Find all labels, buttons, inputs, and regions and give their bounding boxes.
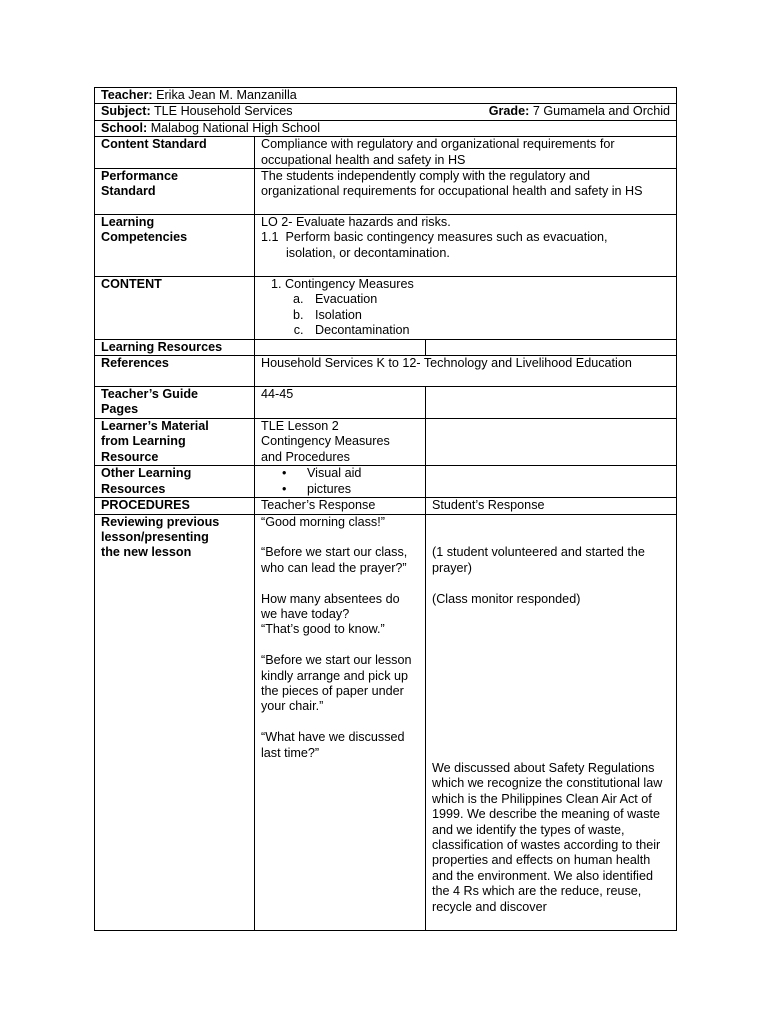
subject-row (95, 104, 677, 120)
content-sub-item: a. Evacuation (307, 292, 670, 307)
bullet-icon: • (282, 466, 287, 481)
learning-competencies-row (95, 215, 677, 277)
teacher-line: How many absentees do we have today? (261, 591, 400, 621)
content-standard-label: Content Standard (95, 137, 255, 169)
content-sub-item: b. Isolation (307, 308, 670, 323)
competency-item: 1.1 Perform basic contingency measures such as evacuation, (261, 230, 608, 245)
teachers-guide-empty (426, 387, 677, 419)
reviewing-row (95, 514, 677, 930)
subject-value: TLE Household Services (153, 104, 293, 119)
content-standard-text: Compliance with regulatory and organizational requirements for occupational health and safety in HS (255, 137, 677, 169)
other-resources-empty (426, 466, 677, 498)
learning-objective: LO 2- Evaluate hazards and risks. (261, 215, 451, 230)
teacher-response-header: Teacher’s Response (255, 498, 426, 514)
procedures-label: PROCEDURES (95, 498, 255, 514)
teacher-line: “Before we start our class, who can lead the prayer?” (261, 545, 408, 575)
learning-competencies-label: Learning Competencies (95, 215, 255, 277)
content-main-item: 1. Contingency Measures a. Evacuation b. Isolation c. Decontamination (285, 277, 670, 339)
student-response-cell (426, 514, 677, 930)
content-standard-row (95, 137, 677, 169)
learning-resources-teacher-cell (255, 339, 426, 355)
grade-value: 7 Gumamela and Orchid (532, 104, 671, 119)
teachers-guide-row (95, 387, 677, 419)
other-resources-list (255, 466, 426, 498)
teacher-line: “Before we start our lesson kindly arrange and pick up the pieces of paper under your chair.” (261, 653, 412, 714)
learning-resources-student-cell (426, 339, 677, 355)
teacher-cell (95, 88, 677, 104)
competency-item-cont: isolation, or decontamination. (286, 245, 450, 260)
learning-resources-label: Learning Resources (95, 339, 255, 355)
learners-material-empty (426, 418, 677, 465)
performance-standard-row (95, 169, 677, 215)
other-resources-row (95, 466, 677, 498)
teacher-line: “Good morning class!” (261, 514, 385, 529)
resource-item: • Visual aid (282, 466, 362, 481)
learners-material-row (95, 418, 677, 465)
teachers-guide-pages: 44-45 (255, 387, 426, 419)
school-value: Malabog National High School (150, 120, 321, 135)
teacher-label: Teacher: (101, 88, 153, 102)
student-line: (Class monitor responded) (432, 591, 581, 606)
learning-competencies-text (255, 215, 677, 277)
school-cell (95, 120, 677, 136)
teacher-name: Erika Jean M. Manzanilla (156, 88, 297, 102)
performance-standard-text: The students independently comply with the regulatory and organizational requirements for occupational health and safety in HS (255, 169, 677, 215)
teacher-line: “What have we discussed last time?” (261, 730, 405, 760)
subject-label: Subject: (101, 104, 151, 119)
content-sub-item: c. Decontamination (307, 323, 670, 338)
school-label: School: (101, 120, 148, 135)
performance-standard-label: Performance Standard (95, 169, 255, 215)
learners-material-text: TLE Lesson 2 Contingency Measures and Procedures (255, 418, 426, 465)
student-line: (1 student volunteered and started the prayer) (432, 545, 645, 575)
grade-label: Grade: (488, 104, 530, 119)
references-label: References (95, 356, 255, 387)
resource-item: • pictures (282, 481, 352, 496)
references-text: Household Services K to 12- Technology and Livelihood Education (255, 356, 677, 387)
other-resources-label: Other Learning Resources (95, 466, 255, 498)
content-list (255, 277, 677, 340)
reviewing-label: Reviewing previous lesson/presenting the new lesson (95, 514, 255, 930)
school-row (95, 120, 677, 136)
bullet-icon: • (282, 481, 287, 496)
student-line: We discussed about Safety Regulations which we recognize the constitutional law which is the Philippines Clean Air Act of 1999. We describe the meaning of waste and we identify the types of waste, classification of wastes according to their properties and effects on human health and the environment. We also identified the 4 Rs which are the reduce, reuse, recycle and discover (432, 760, 663, 914)
subject-cell (95, 104, 677, 120)
student-response-header: Student’s Response (426, 498, 677, 514)
procedures-row (95, 498, 677, 514)
teacher-response-cell (255, 514, 426, 930)
teacher-row (95, 88, 677, 104)
lesson-plan-table (94, 87, 677, 931)
learning-resources-row (95, 339, 677, 355)
content-row (95, 277, 677, 340)
learners-material-label: Learner’s Material from Learning Resource (95, 418, 255, 465)
references-row (95, 356, 677, 387)
teachers-guide-label: Teacher’s Guide Pages (95, 387, 255, 419)
teacher-line: “That’s good to know.” (261, 622, 385, 637)
content-label: CONTENT (95, 277, 255, 340)
